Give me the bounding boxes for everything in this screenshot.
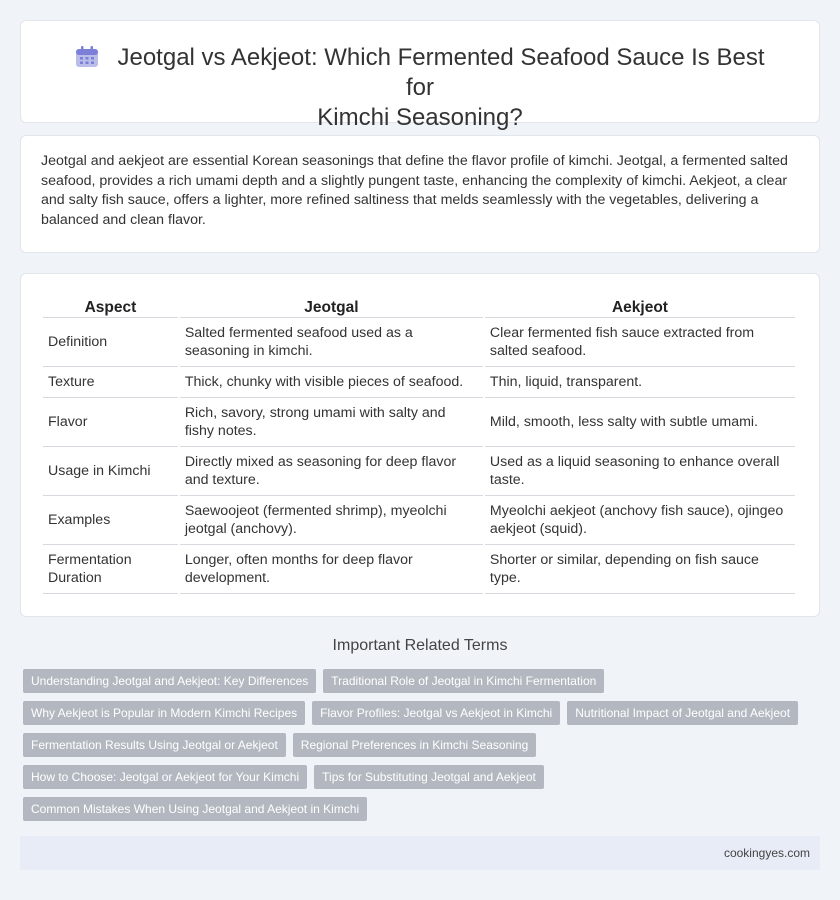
page-title-line-2: Kimchi Seasoning?	[317, 104, 523, 131]
related-term-tag[interactable]: Understanding Jeotgal and Aekjeot: Key Differences	[23, 669, 316, 693]
cell-aekjeot: Used as a liquid seasoning to enhance overall taste.	[485, 447, 795, 496]
related-terms-heading: Important Related Terms	[332, 637, 508, 654]
cell-aekjeot: Thin, liquid, transparent.	[485, 367, 795, 398]
table-row	[43, 318, 795, 367]
cell-aspect: Definition	[43, 318, 178, 367]
tag-row	[23, 733, 823, 757]
page-title-line-1	[61, 43, 779, 103]
table-row	[43, 367, 795, 398]
related-term-tag[interactable]: Regional Preferences in Kimchi Seasoning	[293, 733, 536, 757]
related-term-tag[interactable]: Why Aekjeot is Popular in Modern Kimchi Recipes	[23, 701, 305, 725]
header-aekjeot: Aekjeot	[485, 296, 795, 318]
table-row	[43, 447, 795, 496]
cell-aspect: Usage in Kimchi	[43, 447, 178, 496]
cell-jeotgal: Longer, often months for deep flavor development.	[180, 545, 483, 594]
comparison-table-card	[20, 273, 820, 617]
table-header-row	[43, 296, 795, 318]
table-row	[43, 398, 795, 447]
page-title-text-1: Jeotgal vs Aekjeot: Which Fermented Seafood Sauce Is Best for	[117, 44, 765, 101]
cell-aspect: Fermentation Duration	[43, 545, 178, 594]
tag-row	[23, 765, 823, 789]
related-term-tag[interactable]: Tips for Substituting Jeotgal and Aekjeot	[314, 765, 544, 789]
header-jeotgal: Jeotgal	[180, 296, 483, 318]
intro-card	[20, 135, 820, 253]
related-term-tag[interactable]: How to Choose: Jeotgal or Aekjeot for Your Kimchi	[23, 765, 307, 789]
footer-site-link[interactable]: cookingyes.com	[723, 846, 810, 860]
header-aspect: Aspect	[43, 296, 178, 318]
tag-row	[23, 701, 823, 725]
cell-jeotgal: Salted fermented seafood used as a seasoning in kimchi.	[180, 318, 483, 367]
cell-jeotgal: Directly mixed as seasoning for deep flavor and texture.	[180, 447, 483, 496]
related-term-tag[interactable]: Nutritional Impact of Jeotgal and Aekjeot	[567, 701, 798, 725]
related-term-tag[interactable]: Fermentation Results Using Jeotgal or Aekjeot	[23, 733, 286, 757]
comparison-table	[41, 296, 797, 594]
table-row	[43, 496, 795, 545]
calendar-icon	[75, 46, 99, 68]
tag-row	[23, 669, 823, 693]
cell-aekjeot: Clear fermented fish sauce extracted from salted seafood.	[485, 318, 795, 367]
cell-jeotgal: Rich, savory, strong umami with salty and fishy notes.	[180, 398, 483, 447]
tag-row	[23, 797, 823, 821]
related-term-tag[interactable]: Common Mistakes When Using Jeotgal and Aekjeot in Kimchi	[23, 797, 367, 821]
cell-aekjeot: Mild, smooth, less salty with subtle umami.	[485, 398, 795, 447]
cell-aspect: Texture	[43, 367, 178, 398]
cell-jeotgal: Saewoojeot (fermented shrimp), myeolchi jeotgal (anchovy).	[180, 496, 483, 545]
intro-paragraph: Jeotgal and aekjeot are essential Korean seasonings that define the flavor profile of kimchi. Jeotgal, a fermented salted seafood, provides a rich umami depth and a slightly pungent taste, enhancing the complexity of kimchi. Aekjeot, a clear and salty fish sauce, offers a lighter, more refined saltiness that melds seamlessly with the vegetables, delivering a balanced and clean flavor.	[41, 153, 788, 228]
related-term-tag[interactable]: Flavor Profiles: Jeotgal vs Aekjeot in Kimchi	[312, 701, 560, 725]
cell-aspect: Examples	[43, 496, 178, 545]
title-card	[20, 20, 820, 131]
cell-aekjeot: Shorter or similar, depending on fish sauce type.	[485, 545, 795, 594]
footer	[20, 836, 820, 870]
related-terms-list	[23, 669, 823, 829]
cell-jeotgal: Thick, chunky with visible pieces of seafood.	[180, 367, 483, 398]
table-row	[43, 545, 795, 594]
related-term-tag[interactable]: Traditional Role of Jeotgal in Kimchi Fermentation	[323, 669, 604, 693]
cell-aspect: Flavor	[43, 398, 178, 447]
cell-aekjeot: Myeolchi aekjeot (anchovy fish sauce), ojingeo aekjeot (squid).	[485, 496, 795, 545]
